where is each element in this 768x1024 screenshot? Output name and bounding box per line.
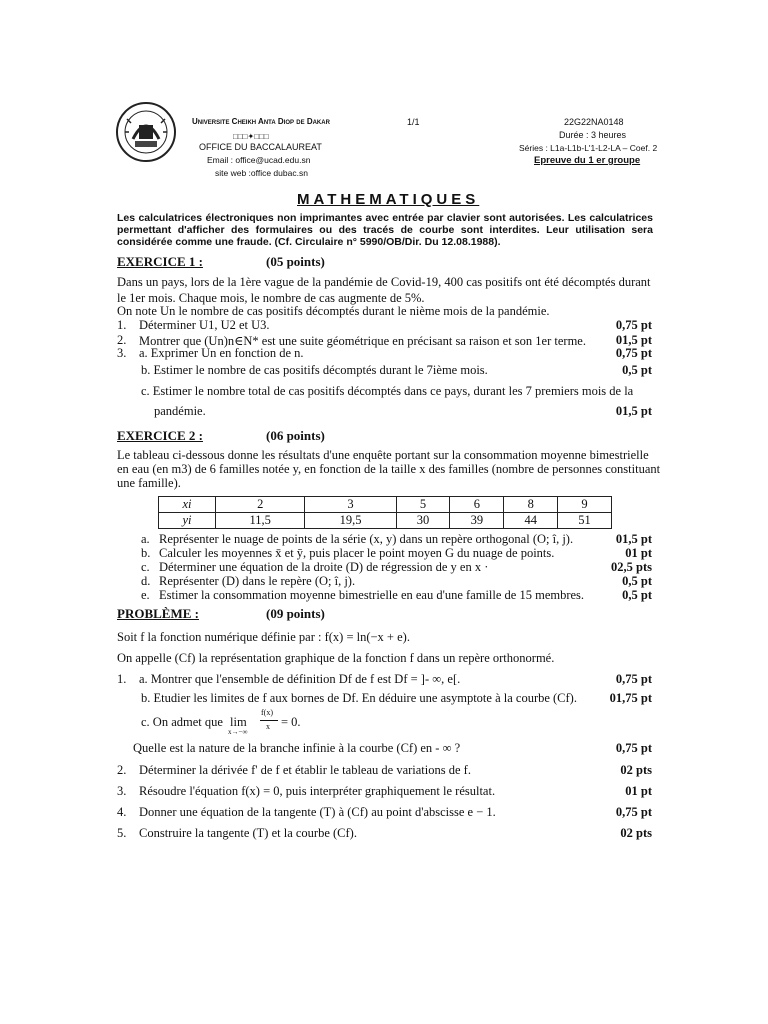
page-number: 1/1 — [407, 117, 420, 127]
table-cell: 2 — [216, 497, 305, 513]
fraction-bar — [260, 720, 278, 721]
problem-q1a: a. Montrer que l'ensemble de définition Df de f est Df = ]- ∞, e[. — [139, 672, 461, 686]
exercise2-qa-points: 01,5 pt — [615, 532, 652, 546]
exercise1-q3b: b. Estimer le nombre de cas positifs décomptés durant le 7ième mois. — [141, 363, 488, 377]
exercise2-qb: Calculer les moyennes x̄ et ȳ, puis placer le point moyen G du nuage de points. — [159, 546, 555, 560]
problem-q2-points: 02 pts — [620, 763, 652, 777]
table-cell: 8 — [504, 497, 558, 513]
exercise1-intro-line2: le 1er mois. Chaque mois, le nombre de cas augmente de 5%. — [117, 291, 425, 305]
calculator-notice: Les calculatrices électroniques non imprimantes avec entrée par clavier sont autorisées. Les calculatrices permettant d'afficher des formulaires ou des tracés de courbe sont interdites. Leur utilisation sera considérée comme une fraude. (Cf. Circulaire n° 5990/OB/Dir. Du 12.08.1988). — [117, 212, 653, 249]
limit-result: = 0. — [281, 715, 301, 729]
problem-q3-points: 01 pt — [625, 784, 652, 798]
problem-q4-points: 0,75 pt — [615, 805, 652, 819]
problem-q3: Résoudre l'équation f(x) = 0, puis interpréter graphiquement le résultat. — [139, 784, 496, 798]
exercise2-qc: Déterminer une équation de la droite (D) de régression de y en x · — [159, 560, 489, 574]
table-cell: 11,5 — [216, 513, 305, 529]
university-name: Universite Cheikh Anta Diop de Dakar — [192, 117, 330, 126]
problem-q1d: Quelle est la nature de la branche infinie à la courbe (Cf) en - ∞ ? — [133, 741, 461, 755]
exam-code: 22G22NA0148 — [564, 117, 624, 127]
question-number: 1. — [117, 672, 127, 686]
exercise2-qd-points: 0,5 pt — [622, 574, 652, 588]
university-seal — [115, 99, 177, 165]
limit-operator: lim — [230, 715, 247, 729]
question-number: 4. — [117, 805, 127, 819]
question-letter: b. — [141, 546, 151, 560]
exercise1-q3c-line2: pandémie. — [154, 404, 206, 418]
data-table — [158, 496, 612, 529]
exercise2-intro-line3: une famille). — [117, 476, 181, 490]
table-header-x: xi — [159, 497, 216, 513]
table-cell: 51 — [558, 513, 612, 529]
exercise2-intro-line1: Le tableau ci-dessous donne les résultats d'une enquête portant sur la consommation moyenne bimestrielle — [117, 448, 649, 462]
problem-q1d-points: 0,75 pt — [615, 741, 652, 755]
question-number: 2. — [117, 333, 127, 347]
question-number: 1. — [117, 318, 127, 332]
header-ornament: □□□✦□□□ — [233, 132, 269, 141]
problem-q5: Construire la tangente (T) et la courbe (Cf). — [139, 826, 357, 840]
exercise1-intro-line1: Dans un pays, lors de la 1ère vague de la pandémie de Covid-19, 400 cas positifs ont été décomptés durant — [117, 275, 651, 289]
exercise2-qa: Représenter le nuage de points de la série (x, y) dans un repère orthogonal (O; î, j). — [159, 532, 574, 546]
exercise1-q3c-points: 01,5 pt — [615, 404, 652, 418]
limit-subscript: x→−∞ — [228, 728, 248, 736]
exercise1-q3c-line1: c. Estimer le nombre total de cas positifs décomptés dans ce pays, durant les 7 premiers mois de la — [141, 384, 634, 398]
exercise1-q1: Déterminer U1, U2 et U3. — [139, 318, 270, 332]
table-cell: 44 — [504, 513, 558, 529]
limit-expression — [228, 708, 308, 738]
question-letter: c. — [141, 560, 150, 574]
office-email: Email : office@ucad.edu.sn — [207, 155, 311, 165]
problem-title: PROBLÈME : — [117, 606, 199, 621]
office-website: site web :office dubac.sn — [215, 168, 308, 178]
exam-series: Séries : L1a-L1b-L'1-L2-LA – Coef. 2 — [519, 143, 658, 153]
exercise1-points: (05 points) — [266, 254, 325, 269]
exam-session: Epreuve du 1 er groupe — [534, 155, 641, 166]
table-row-x — [159, 497, 612, 513]
table-cell: 39 — [450, 513, 504, 529]
exercise1-q3b-points: 0,5 pt — [622, 363, 652, 377]
exercise2-points: (06 points) — [266, 428, 325, 443]
problem-q1b: b. Etudier les limites de f aux bornes de Df. En déduire une asymptote à la courbe (Cf). — [141, 691, 577, 705]
exam-duration: Durée : 3 heures — [559, 130, 627, 140]
question-number: 3. — [117, 346, 127, 360]
table-cell: 6 — [450, 497, 504, 513]
fraction-denominator: x — [266, 722, 270, 731]
table-cell: 30 — [396, 513, 450, 529]
seal-icon — [115, 99, 177, 165]
exercise1-intro-line3: On note Un le nombre de cas positifs décomptés durant le nième mois de la pandémie. — [117, 304, 550, 318]
table-cell: 3 — [305, 497, 396, 513]
exercise2-title: EXERCICE 2 : — [117, 428, 203, 443]
problem-q1c-prefix: c. On admet que — [141, 715, 223, 729]
exercise2-qe: Estimer la consommation moyenne bimestrielle en eau d'une famille de 15 membres. — [159, 588, 585, 602]
problem-q2: Déterminer la dérivée f' de f et établir le tableau de variations de f. — [139, 763, 471, 777]
question-letter: d. — [141, 574, 151, 588]
office-name: OFFICE DU BACCALAUREAT — [199, 142, 322, 152]
table-cell: 9 — [558, 497, 612, 513]
exercise1-title: EXERCICE 1 : — [117, 254, 203, 269]
problem-q5-points: 02 pts — [620, 826, 652, 840]
exercise2-qe-points: 0,5 pt — [622, 588, 652, 602]
exercise2-qd: Représenter (D) dans le repère (O; î, j). — [159, 574, 356, 588]
exercise1-q2: Montrer que (Un)n∈N* est une suite géométrique en précisant sa raison et son 1er terme. — [139, 334, 586, 348]
exercise1-q2-points: 01,5 pt — [615, 333, 652, 347]
exercise1-q3a: a. Exprimer Un en fonction de n. — [139, 346, 304, 360]
table-row-y — [159, 513, 612, 529]
question-letter: a. — [141, 532, 150, 546]
problem-points: (09 points) — [266, 606, 325, 621]
question-number: 3. — [117, 784, 127, 798]
table-header-y: yi — [159, 513, 216, 529]
question-letter: e. — [141, 588, 150, 602]
problem-q1b-points: 01,75 pt — [609, 691, 652, 705]
problem-intro-line1: Soit f la fonction numérique définie par : f(x) = ln(−x + e). — [117, 630, 410, 644]
page-title: MATHEMATIQUES — [297, 191, 480, 208]
problem-q1a-points: 0,75 pt — [615, 672, 652, 686]
fraction-numerator: f(x) — [261, 708, 273, 717]
exercise2-qc-points: 02,5 pts — [611, 560, 652, 574]
exercise1-q1-points: 0,75 pt — [615, 318, 652, 332]
exercise2-qb-points: 01 pt — [625, 546, 652, 560]
question-number: 5. — [117, 826, 127, 840]
question-number: 2. — [117, 763, 127, 777]
exercise1-q3a-points: 0,75 pt — [615, 346, 652, 360]
problem-intro-line2: On appelle (Cf) la représentation graphique de la fonction f dans un repère orthonormé. — [117, 651, 555, 665]
exercise2-intro-line2: en eau (en m3) de 6 familles notée y, en fonction de la taille x des familles (nombre de personnes constituant — [117, 462, 661, 476]
table-cell: 5 — [396, 497, 450, 513]
table-cell: 19,5 — [305, 513, 396, 529]
problem-q4: Donner une équation de la tangente (T) à (Cf) au point d'abscisse e − 1. — [139, 805, 496, 819]
